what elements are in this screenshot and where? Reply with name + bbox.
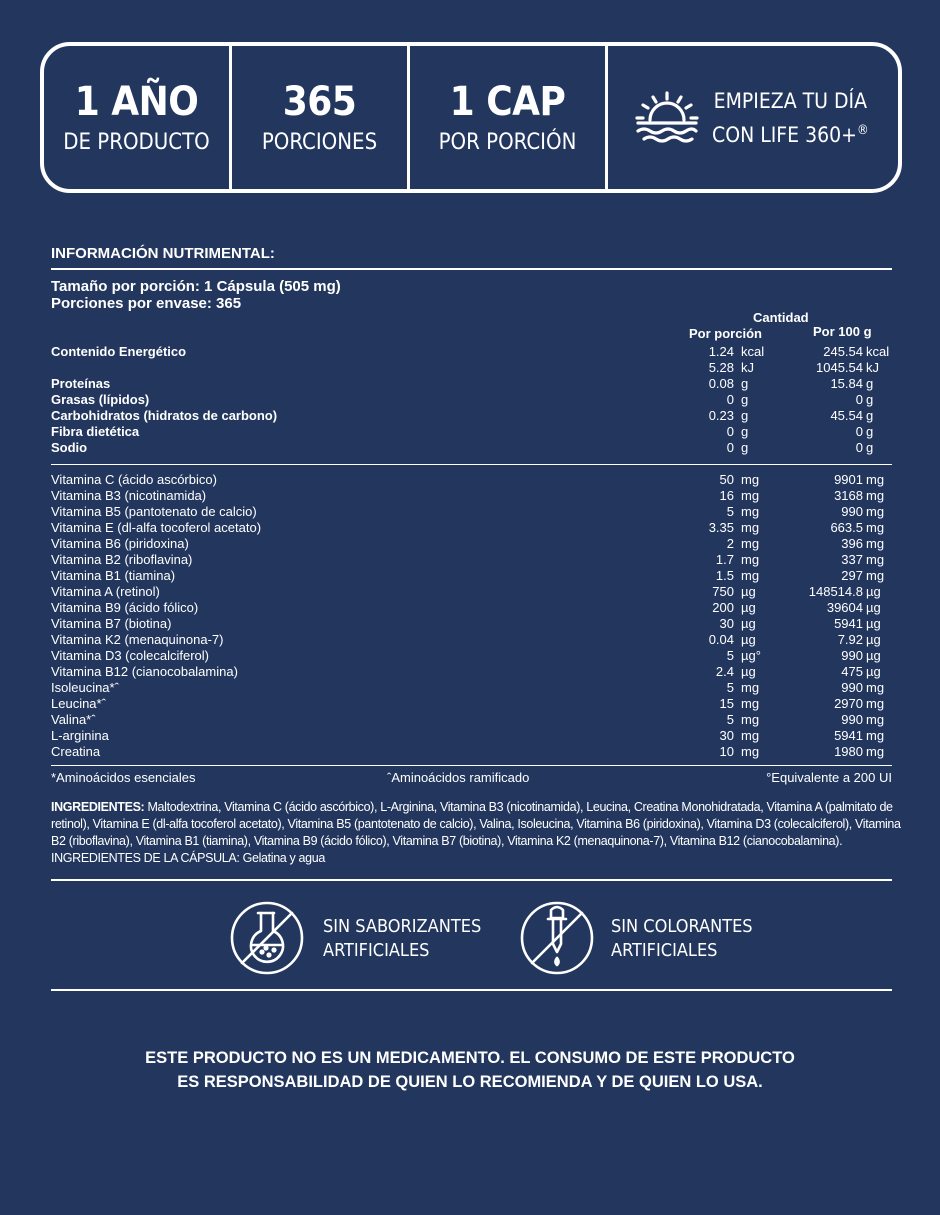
- per-serving-value: 15: [719, 696, 734, 711]
- per-serving-value: 30: [719, 616, 734, 631]
- per-100g-unit: mg: [866, 536, 885, 551]
- nutrient-row: [51, 360, 892, 376]
- per-serving-unit: mg: [741, 696, 760, 711]
- nutrient-row: [51, 472, 892, 488]
- per-100g-value: 7.92: [837, 632, 863, 647]
- per-100g-unit: µg: [866, 632, 881, 647]
- per-serving-unit: g: [741, 408, 749, 423]
- per-100g-value: 5941: [834, 728, 863, 743]
- nutrient-row: [51, 392, 892, 408]
- column-header-per-serving: Por porción: [689, 326, 762, 341]
- per-100g-unit: kcal: [866, 344, 890, 359]
- slogan-line-2: [712, 116, 869, 150]
- per-serving-value: 0: [726, 440, 734, 455]
- per-serving-value: 3.35: [708, 520, 734, 535]
- banner-servings: [232, 46, 410, 189]
- nutrient-row: [51, 520, 892, 536]
- per-100g-value: 396: [841, 536, 863, 551]
- per-100g-unit: g: [866, 440, 874, 455]
- per-serving-value: 5: [726, 504, 734, 519]
- nutrient-label: Leucina*ˆ: [51, 696, 106, 711]
- per-serving-unit: µg: [741, 600, 756, 615]
- slogan-brand: CON LIFE 360+: [712, 122, 857, 147]
- servings-per-container: Porciones por envase: 365: [51, 295, 242, 312]
- per-serving-unit: mg: [741, 488, 760, 503]
- per-100g-value: 9901: [834, 472, 863, 487]
- nutrient-row: [51, 744, 892, 760]
- per-serving-unit: mg: [741, 536, 760, 551]
- nutrient-row: [51, 344, 892, 360]
- per-serving-value: 30: [719, 728, 734, 743]
- nutrient-label: Vitamina B1 (tiamina): [51, 568, 176, 583]
- nutrient-label: Vitamina K2 (menaquinona-7): [51, 632, 224, 647]
- nutrient-label: Carbohidratos (hidratos de carbono): [51, 408, 278, 423]
- per-serving-value: 0.08: [708, 376, 734, 391]
- per-100g-value: 1045.54: [816, 360, 863, 375]
- divider: [51, 879, 892, 881]
- per-serving-unit: kcal: [741, 344, 765, 359]
- nutrient-row: [51, 680, 892, 696]
- per-serving-value: 200: [712, 600, 734, 615]
- per-serving-unit: µg°: [741, 648, 761, 663]
- disclaimer-line-1: ESTE PRODUCTO NO ES UN MEDICAMENTO. EL CONSUMO DE ESTE PRODUCTO: [145, 1049, 795, 1067]
- disclaimer-line-2: ES RESPONSABILIDAD DE QUIEN LO RECOMIENDA Y DE QUIEN LO USA.: [177, 1073, 763, 1091]
- badge-no-colorings-line-1: SIN COLORANTES: [611, 916, 753, 937]
- per-100g-unit: mg: [866, 680, 885, 695]
- per-100g-unit: g: [866, 408, 874, 423]
- divider: [51, 989, 892, 991]
- divider: [51, 268, 892, 270]
- per-serving-unit: g: [741, 424, 749, 439]
- nutrient-label: Vitamina B9 (ácido fólico): [51, 600, 199, 615]
- divider: [51, 765, 892, 766]
- per-100g-unit: µg: [866, 616, 881, 631]
- per-100g-unit: µg: [866, 648, 881, 663]
- per-serving-unit: µg: [741, 632, 756, 647]
- nutrient-row: [51, 664, 892, 680]
- per-serving-value: 5: [726, 712, 734, 727]
- per-100g-value: 0: [855, 440, 863, 455]
- per-serving-unit: µg: [741, 584, 756, 599]
- nutrient-row: [51, 440, 892, 456]
- per-100g-unit: µg: [866, 584, 881, 599]
- footnotes: [51, 770, 892, 788]
- per-serving-value: 0.23: [708, 408, 734, 423]
- per-serving-value: 2.4: [715, 664, 734, 679]
- nutrient-row: [51, 600, 892, 616]
- nutrient-label: Grasas (lípidos): [51, 392, 150, 407]
- footnote-essential: *Aminoácidos esenciales: [51, 770, 196, 785]
- per-serving-unit: mg: [741, 552, 760, 567]
- nutrient-label: Valina*ˆ: [51, 712, 96, 727]
- nutrient-label: Vitamina B3 (nicotinamida): [51, 488, 207, 503]
- per-serving-unit: mg: [741, 744, 760, 759]
- nutrient-label: Vitamina B12 (cianocobalamina): [51, 664, 238, 679]
- per-100g-value: 2970: [834, 696, 863, 711]
- nutrient-label: Fibra dietética: [51, 424, 140, 439]
- banner-duration: [44, 46, 232, 189]
- nutrient-label: Sodio: [51, 440, 88, 455]
- per-serving-value: 0.04: [708, 632, 734, 647]
- banner-duration-value: 1 AÑO: [74, 78, 199, 125]
- per-100g-unit: g: [866, 424, 874, 439]
- per-100g-unit: mg: [866, 488, 885, 503]
- nutrient-label: Creatina: [51, 744, 101, 759]
- per-serving-unit: mg: [741, 520, 760, 535]
- per-serving-value: 0: [726, 424, 734, 439]
- per-100g-unit: mg: [866, 712, 885, 727]
- nutrient-label: Proteínas: [51, 376, 111, 391]
- ingredients-text: Maltodextrina, Vitamina C (ácido ascórbico), L-Arginina, Vitamina B3 (nicotinamida), Leucina, Creatina Monohidratada, Vitamina A (palmitato de retinol), Vitamina E (dl-alfa tocoferol acetato), Vitamina B5 (pantotenato de calcio), Valina, Isoleucina, Vitamina B6 (piridoxina), Vitamina D3 (colecalciferol), Vitamina B2 (riboflavina), Vitamina B1 (tiamina), Vitamina B9 (ácido fólico), Vitamina B7 (biotina), Vitamina K2 (menaquinona-7), Vitamina B12 (cianocobalamina). INGREDIENTES DE LA CÁPSULA: Gelatina y agua: [51, 800, 901, 865]
- banner-servings-value: 365: [282, 78, 357, 125]
- nutrient-row: [51, 488, 892, 504]
- per-serving-value: 1.24: [708, 344, 734, 359]
- nutrient-label: Contenido Energético: [51, 344, 187, 359]
- no-dropper-icon: [519, 900, 595, 976]
- nutrient-row: [51, 584, 892, 600]
- per-100g-value: 990: [841, 680, 863, 695]
- macronutrient-table: [51, 344, 892, 456]
- per-100g-value: 990: [841, 504, 863, 519]
- nutrient-row: [51, 632, 892, 648]
- per-serving-unit: g: [741, 392, 749, 407]
- banner-dose: [410, 46, 608, 189]
- per-100g-unit: g: [866, 376, 874, 391]
- per-serving-value: 1.5: [715, 568, 734, 583]
- nutrient-row: [51, 728, 892, 744]
- nutrient-row: [51, 696, 892, 712]
- per-serving-unit: mg: [741, 728, 760, 743]
- column-group-header: Cantidad: [753, 310, 809, 325]
- no-flask-icon: [229, 900, 305, 976]
- badge-no-flavorings-line-1: SIN SABORIZANTES: [323, 916, 482, 937]
- per-serving-value: 1.7: [715, 552, 734, 567]
- per-100g-value: 5941: [834, 616, 863, 631]
- per-serving-value: 2: [726, 536, 734, 551]
- serving-info: [51, 278, 341, 312]
- badge-no-colorings: [611, 915, 753, 963]
- nutrient-row: [51, 552, 892, 568]
- per-100g-value: 3168: [834, 488, 863, 503]
- per-100g-unit: mg: [866, 552, 885, 567]
- nutrient-row: [51, 616, 892, 632]
- ingredients-heading: INGREDIENTES:: [51, 800, 145, 814]
- per-serving-unit: g: [741, 376, 749, 391]
- nutrient-row: [51, 536, 892, 552]
- nutrient-row: [51, 504, 892, 520]
- nutrient-label: Vitamina B7 (biotina): [51, 616, 172, 631]
- per-serving-value: 750: [712, 584, 734, 599]
- registered-mark: ®: [856, 122, 869, 138]
- per-100g-value: 148514.8: [808, 584, 863, 599]
- micronutrient-table: [51, 472, 892, 760]
- nutrient-label: Vitamina D3 (colecalciferol): [51, 648, 209, 663]
- per-100g-unit: mg: [866, 744, 885, 759]
- footnote-equivalent: °Equivalente a 200 UI: [766, 770, 892, 785]
- ingredients-block: [51, 799, 901, 867]
- nutrient-label: Vitamina A (retinol): [51, 584, 160, 599]
- badge-no-flavorings-line-2: ARTIFICIALES: [323, 940, 430, 961]
- per-100g-value: 15.84: [830, 376, 863, 391]
- per-serving-unit: mg: [741, 504, 760, 519]
- nutrient-row: [51, 424, 892, 440]
- nutrient-row: [51, 376, 892, 392]
- per-serving-unit: g: [741, 440, 749, 455]
- nutrient-label: Vitamina B6 (piridoxina): [51, 536, 189, 551]
- per-100g-value: 0: [855, 392, 863, 407]
- nutrient-label: Vitamina B2 (riboflavina): [51, 552, 193, 567]
- disclaimer: [0, 1046, 940, 1094]
- per-serving-unit: kJ: [741, 360, 754, 375]
- nutrient-row: [51, 568, 892, 584]
- per-100g-value: 0: [855, 424, 863, 439]
- divider: [51, 464, 892, 465]
- banner-servings-label: PORCIONES: [261, 129, 378, 155]
- badge-no-flavorings: [323, 915, 481, 963]
- per-100g-value: 245.54: [823, 344, 863, 359]
- slogan-text: [712, 86, 869, 150]
- per-serving-value: 5: [726, 648, 734, 663]
- per-100g-value: 475: [841, 664, 863, 679]
- banner-dose-value: 1 CAP: [449, 78, 566, 125]
- per-serving-unit: mg: [741, 472, 760, 487]
- per-100g-unit: µg: [866, 600, 881, 615]
- per-100g-unit: mg: [866, 728, 885, 743]
- badge-no-colorings-line-2: ARTIFICIALES: [611, 940, 718, 961]
- per-100g-value: 1980: [834, 744, 863, 759]
- per-100g-value: 39604: [826, 600, 863, 615]
- per-serving-value: 10: [719, 744, 734, 759]
- per-serving-value: 0: [726, 392, 734, 407]
- per-100g-value: 990: [841, 712, 863, 727]
- nutrient-label: Vitamina B5 (pantotenato de calcio): [51, 504, 257, 519]
- per-100g-value: 663.5: [830, 520, 863, 535]
- per-100g-value: 45.54: [830, 408, 863, 423]
- nutrient-label: L-arginina: [51, 728, 109, 743]
- nutrient-row: [51, 712, 892, 728]
- per-serving-unit: µg: [741, 616, 756, 631]
- per-serving-value: 5.28: [708, 360, 734, 375]
- per-100g-unit: mg: [866, 472, 885, 487]
- product-summary-banner: [40, 42, 902, 193]
- footnote-branched: ˆAminoácidos ramificado: [387, 770, 530, 785]
- per-serving-value: 50: [719, 472, 734, 487]
- per-100g-unit: mg: [866, 504, 885, 519]
- nutrition-title: INFORMACIÓN NUTRIMENTAL:: [51, 245, 275, 262]
- nutrient-row: [51, 408, 892, 424]
- banner-slogan: [608, 46, 898, 189]
- per-100g-unit: mg: [866, 696, 885, 711]
- per-serving-unit: mg: [741, 568, 760, 583]
- per-serving-value: 16: [719, 488, 734, 503]
- slogan-line-1: EMPIEZA TU DÍA: [713, 88, 868, 113]
- serving-size: Tamaño por porción: 1 Cápsula (505 mg): [51, 278, 341, 295]
- per-100g-unit: µg: [866, 664, 881, 679]
- nutrient-label: Vitamina E (dl-alfa tocoferol acetato): [51, 520, 262, 535]
- per-100g-value: 337: [841, 552, 863, 567]
- per-100g-unit: mg: [866, 520, 885, 535]
- per-100g-unit: kJ: [866, 360, 879, 375]
- per-100g-unit: mg: [866, 568, 885, 583]
- nutrient-row: [51, 648, 892, 664]
- per-100g-value: 990: [841, 648, 863, 663]
- per-serving-unit: mg: [741, 712, 760, 727]
- sunrise-icon: [634, 90, 700, 146]
- per-serving-unit: mg: [741, 680, 760, 695]
- banner-dose-label: POR PORCIÓN: [438, 129, 577, 155]
- nutrient-label: Isoleucina*ˆ: [51, 680, 119, 695]
- column-header-per-100g: Por 100 g: [813, 324, 872, 339]
- banner-duration-label: DE PRODUCTO: [63, 129, 210, 155]
- per-serving-unit: µg: [741, 664, 756, 679]
- nutrient-label: Vitamina C (ácido ascórbico): [51, 472, 217, 487]
- per-100g-unit: g: [866, 392, 874, 407]
- per-serving-value: 5: [726, 680, 734, 695]
- per-100g-value: 297: [841, 568, 863, 583]
